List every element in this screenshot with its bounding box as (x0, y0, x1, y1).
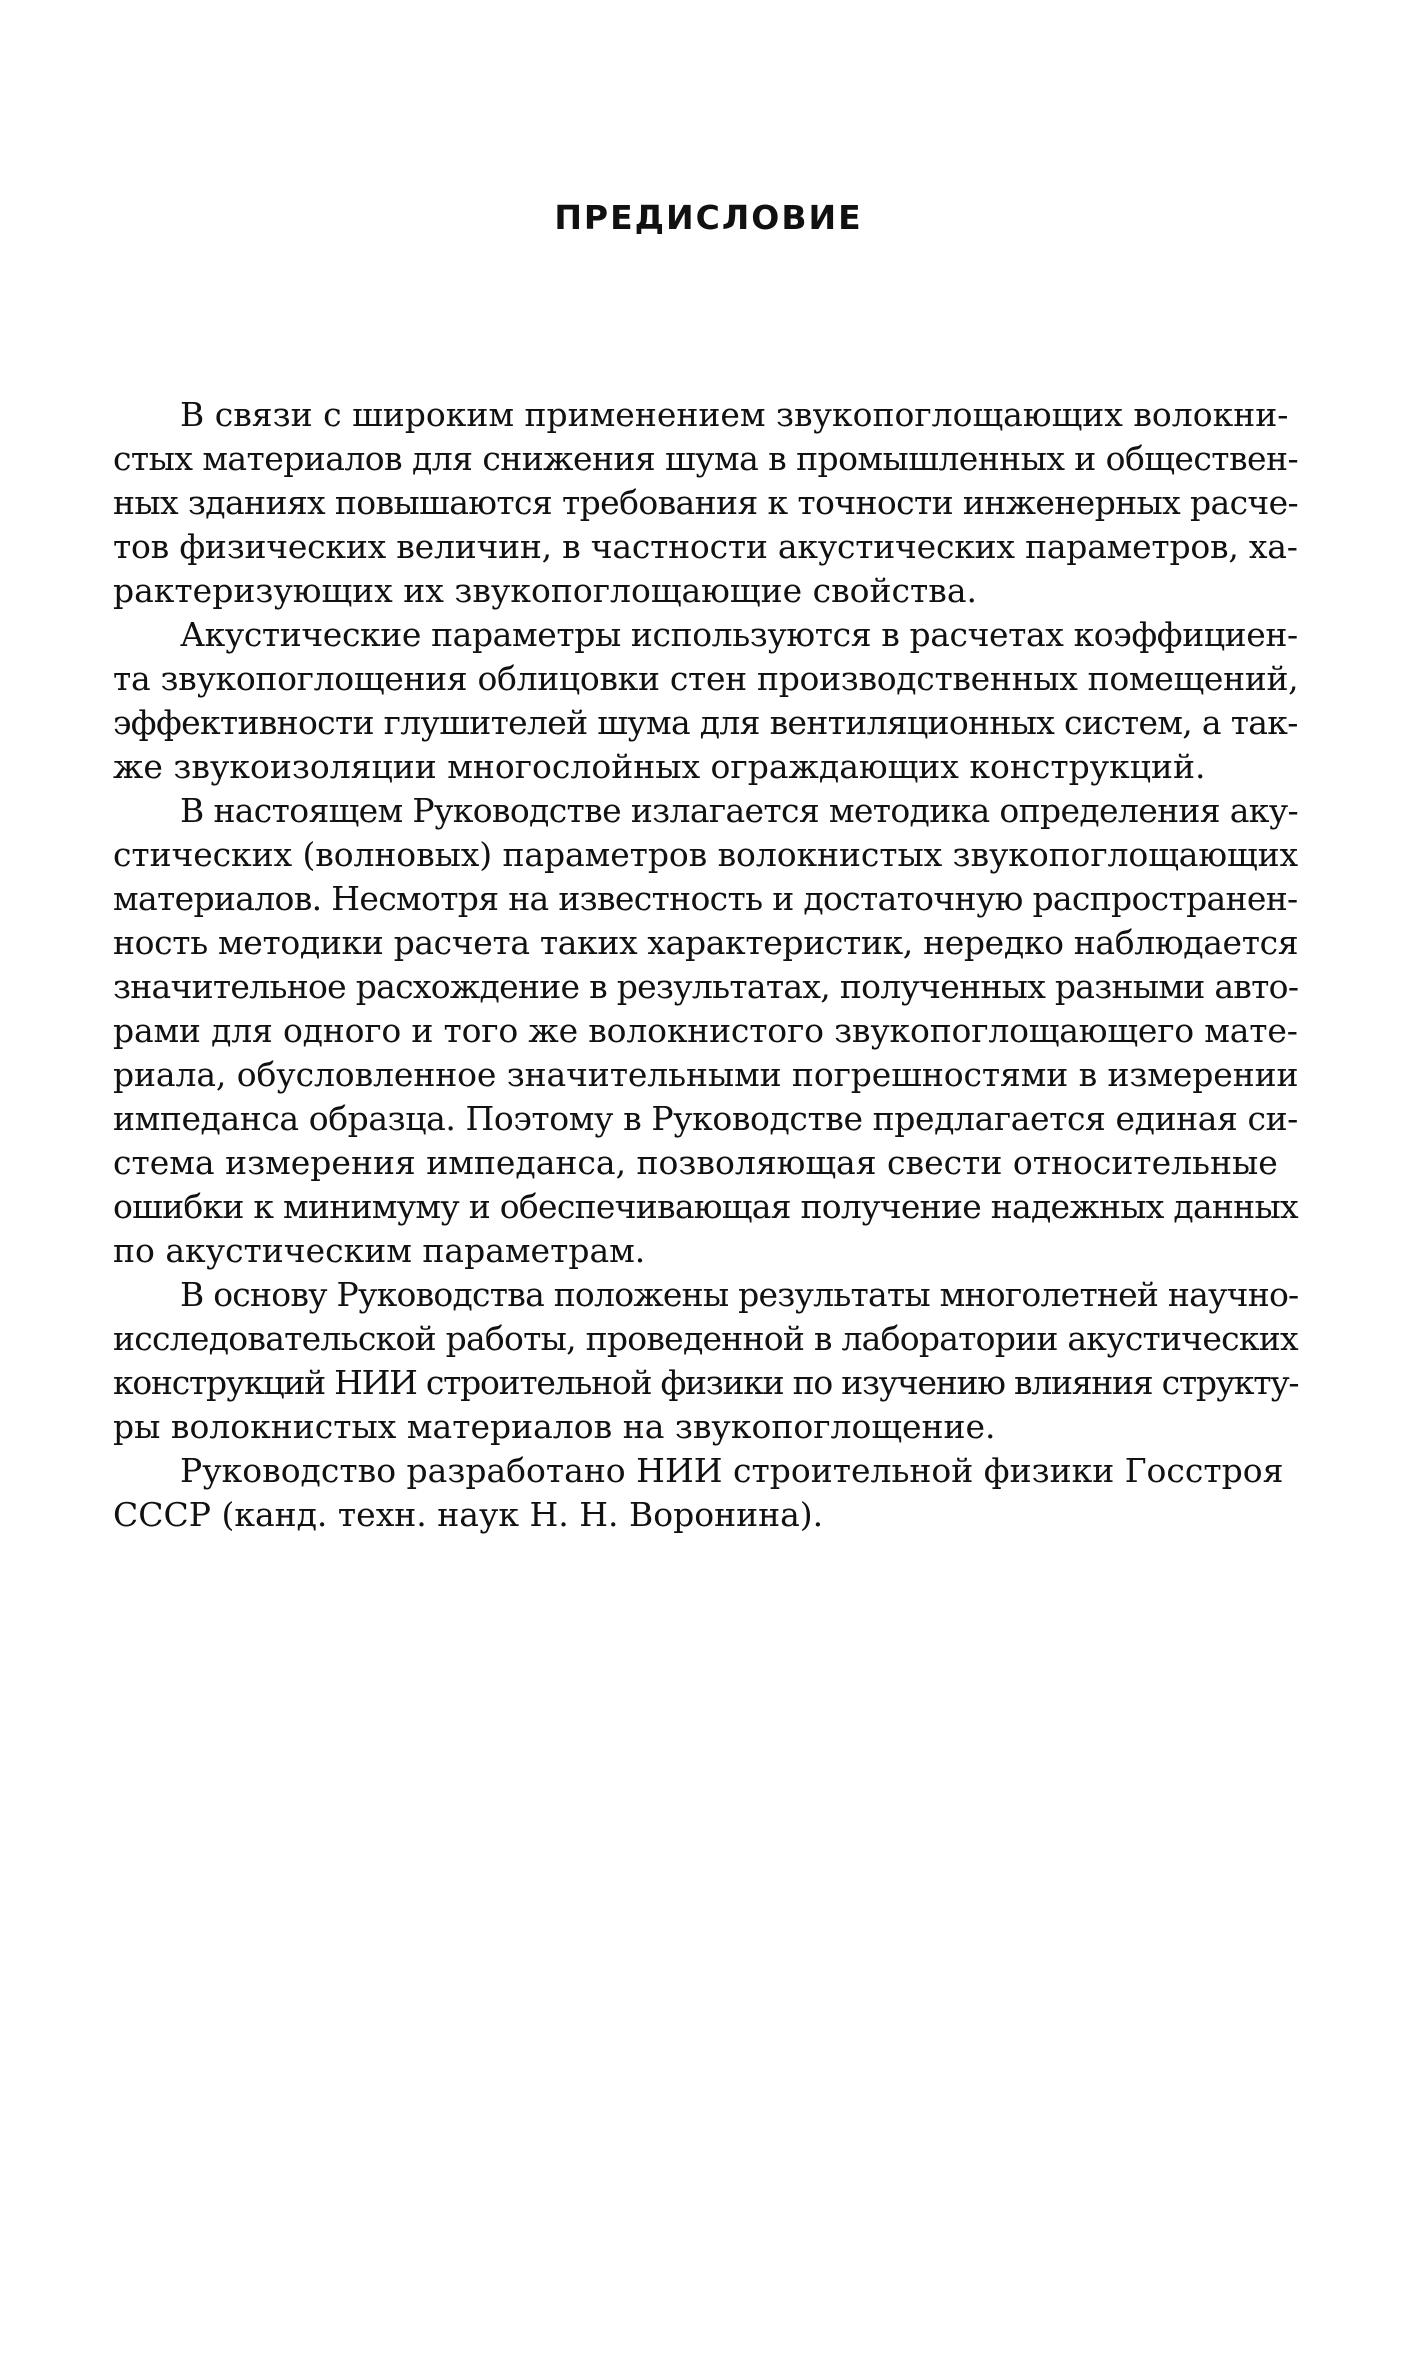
text-line: по акустическим параметрам. (113, 1231, 646, 1270)
text-line: та звукопоглощения облицовки стен производственных помещений, (113, 659, 1299, 698)
text-line: В настоящем Руководстве излагается методика определения аку- (180, 791, 1299, 830)
text-line: рами для одного и того же волокнистого звукопоглощающего мате- (113, 1011, 1298, 1050)
paragraph (113, 393, 1298, 613)
text-line: риала, обусловленное значительными погрешностями в измерении (113, 1055, 1299, 1094)
text-line: ность методики расчета таких характеристик, нередко наблюдается (113, 923, 1299, 962)
text-line: стических (волновых) параметров волокнистых звукопоглощающих (113, 835, 1299, 874)
text-line: Руководство разработано НИИ строительной физики Госстроя (180, 1451, 1284, 1490)
paragraph (113, 789, 1298, 1273)
text-line: тов физических величин, в частности акустических параметров, ха- (113, 527, 1298, 566)
text-line: же звукоизоляции многослойных ограждающих конструкций. (113, 747, 1206, 786)
paragraph (113, 613, 1298, 789)
text-line: ры волокнистых материалов на звукопоглощение. (113, 1407, 996, 1446)
text-line: материалов. Несмотря на известность и достаточную распространен- (113, 879, 1298, 918)
text-line: В связи с широким применением звукопоглощающих волокни- (180, 395, 1289, 434)
text-line: значительное расхождение в результатах, полученных разными авто- (113, 967, 1299, 1006)
preface-body (113, 393, 1298, 1537)
text-line: стых материалов для снижения шума в промышленных и обществен- (113, 439, 1299, 478)
text-line: рактеризующих их звукопоглощающие свойства. (113, 571, 977, 610)
text-line: ошибки к минимуму и обеспечивающая получение надежных данных (113, 1187, 1298, 1226)
text-line: импеданса образца. Поэтому в Руководстве предлагается единая си- (113, 1099, 1298, 1138)
text-line: ных зданиях повышаются требования к точности инженерных расче- (113, 483, 1299, 522)
text-line: СССР (канд. техн. наук Н. Н. Воронина). (113, 1495, 824, 1534)
text-line: конструкций НИИ строительной физики по изучению влияния структу- (113, 1363, 1299, 1402)
text-line: Акустические параметры используются в расчетах коэффициен- (180, 615, 1298, 654)
text-line: стема измерения импеданса, позволяющая свести относительные (113, 1143, 1278, 1182)
text-line: эффективности глушителей шума для вентиляционных систем, а так- (113, 703, 1298, 742)
text-line: В основу Руководства положены результаты многолетней научно- (180, 1275, 1299, 1314)
text-line: исследовательской работы, проведенной в лаборатории акустических (113, 1319, 1298, 1358)
page-title: ПРЕДИСЛОВИЕ (554, 198, 863, 237)
paragraph (113, 1449, 1298, 1537)
paragraph (113, 1273, 1298, 1449)
